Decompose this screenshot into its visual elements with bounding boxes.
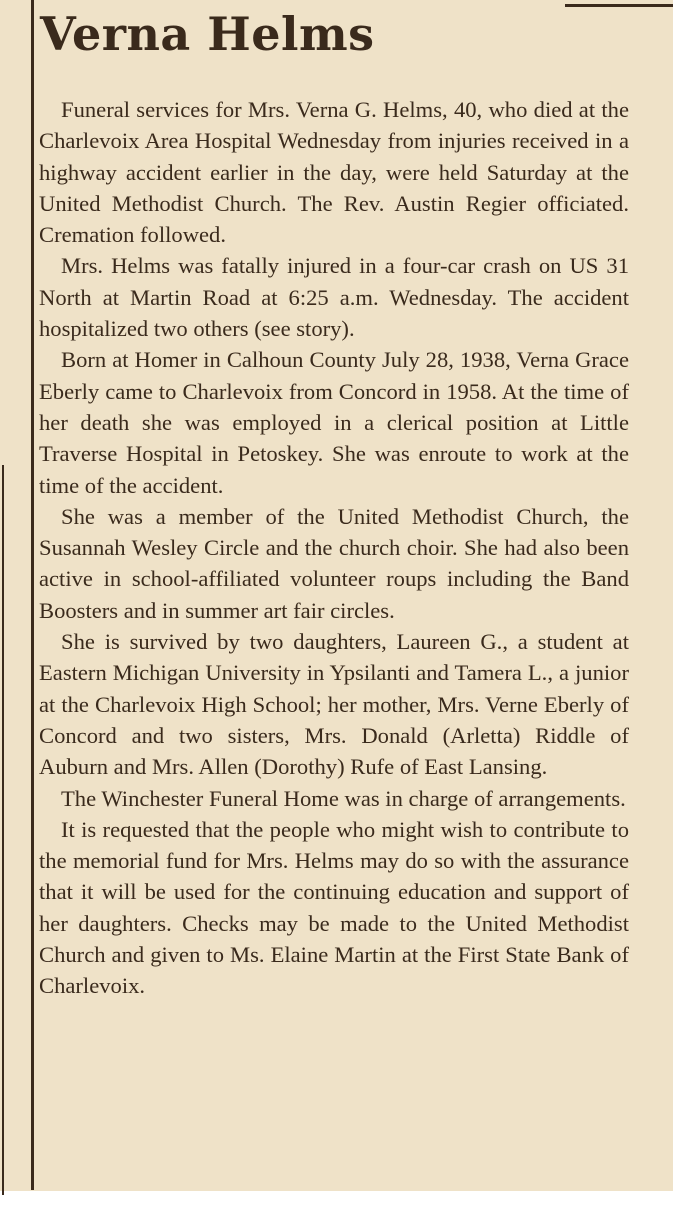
obituary-body	[39, 94, 629, 1002]
obituary-headline: Verna Helms	[40, 7, 375, 61]
paragraph-accident: Mrs. Helms was fatally injured in a four-car crash on US 31 North at Martin Road at 6:25 a.m. Wednesday. The accident hospitalized two others (see story).	[39, 253, 629, 342]
column-rule-left	[31, 0, 34, 1190]
paragraph-memorial-fund: It is requested that the people who might wish to contribute to the memorial fund for Mrs. Helms may do so with the assurance that it will be used for the continuing education and support of her daughters. Checks may be made to the United Methodist Church and given to Ms. Elaine Martin at the First State Bank of Charlevoix.	[39, 816, 629, 999]
column-rule-edge	[2, 465, 4, 1195]
paragraph-biography: Born at Homer in Calhoun County July 28, 1938, Verna Grace Eberly came to Charlevoix from Concord in 1958. At the time of her death she was employed in a clerical position at Little Traverse Hospital in Petoskey. She was enroute to work at the time of the accident.	[39, 347, 629, 498]
paragraph-memberships: She was a member of the United Methodist Church, the Susannah Wesley Circle and the church choir. She had also been active in school-affiliated volunteer roups including the Band Boosters and in summer art fair circles.	[39, 503, 629, 623]
paragraph-funeral-services: Funeral services for Mrs. Verna G. Helms, 40, who died at the Charlevoix Area Hospital Wednesday from injuries received in a highway accident earlier in the day, were held Saturday at the United Methodist Church. The Rev. Austin Regier officiated. Cremation followed.	[39, 97, 629, 248]
column-rule-top	[565, 4, 673, 7]
paragraph-arrangements: The Winchester Funeral Home was in charge of arrangements.	[61, 785, 626, 811]
paragraph-survivors: She is survived by two daughters, Laureen G., a student at Eastern Michigan University in Ypsilanti and Tamera L., a junior at the Charlevoix High School; her mother, Mrs. Verne Eberly of Concord and two sisters, Mrs. Donald (Arletta) Riddle of Auburn and Mrs. Allen (Dorothy) Rufe of East Lansing.	[39, 629, 629, 780]
